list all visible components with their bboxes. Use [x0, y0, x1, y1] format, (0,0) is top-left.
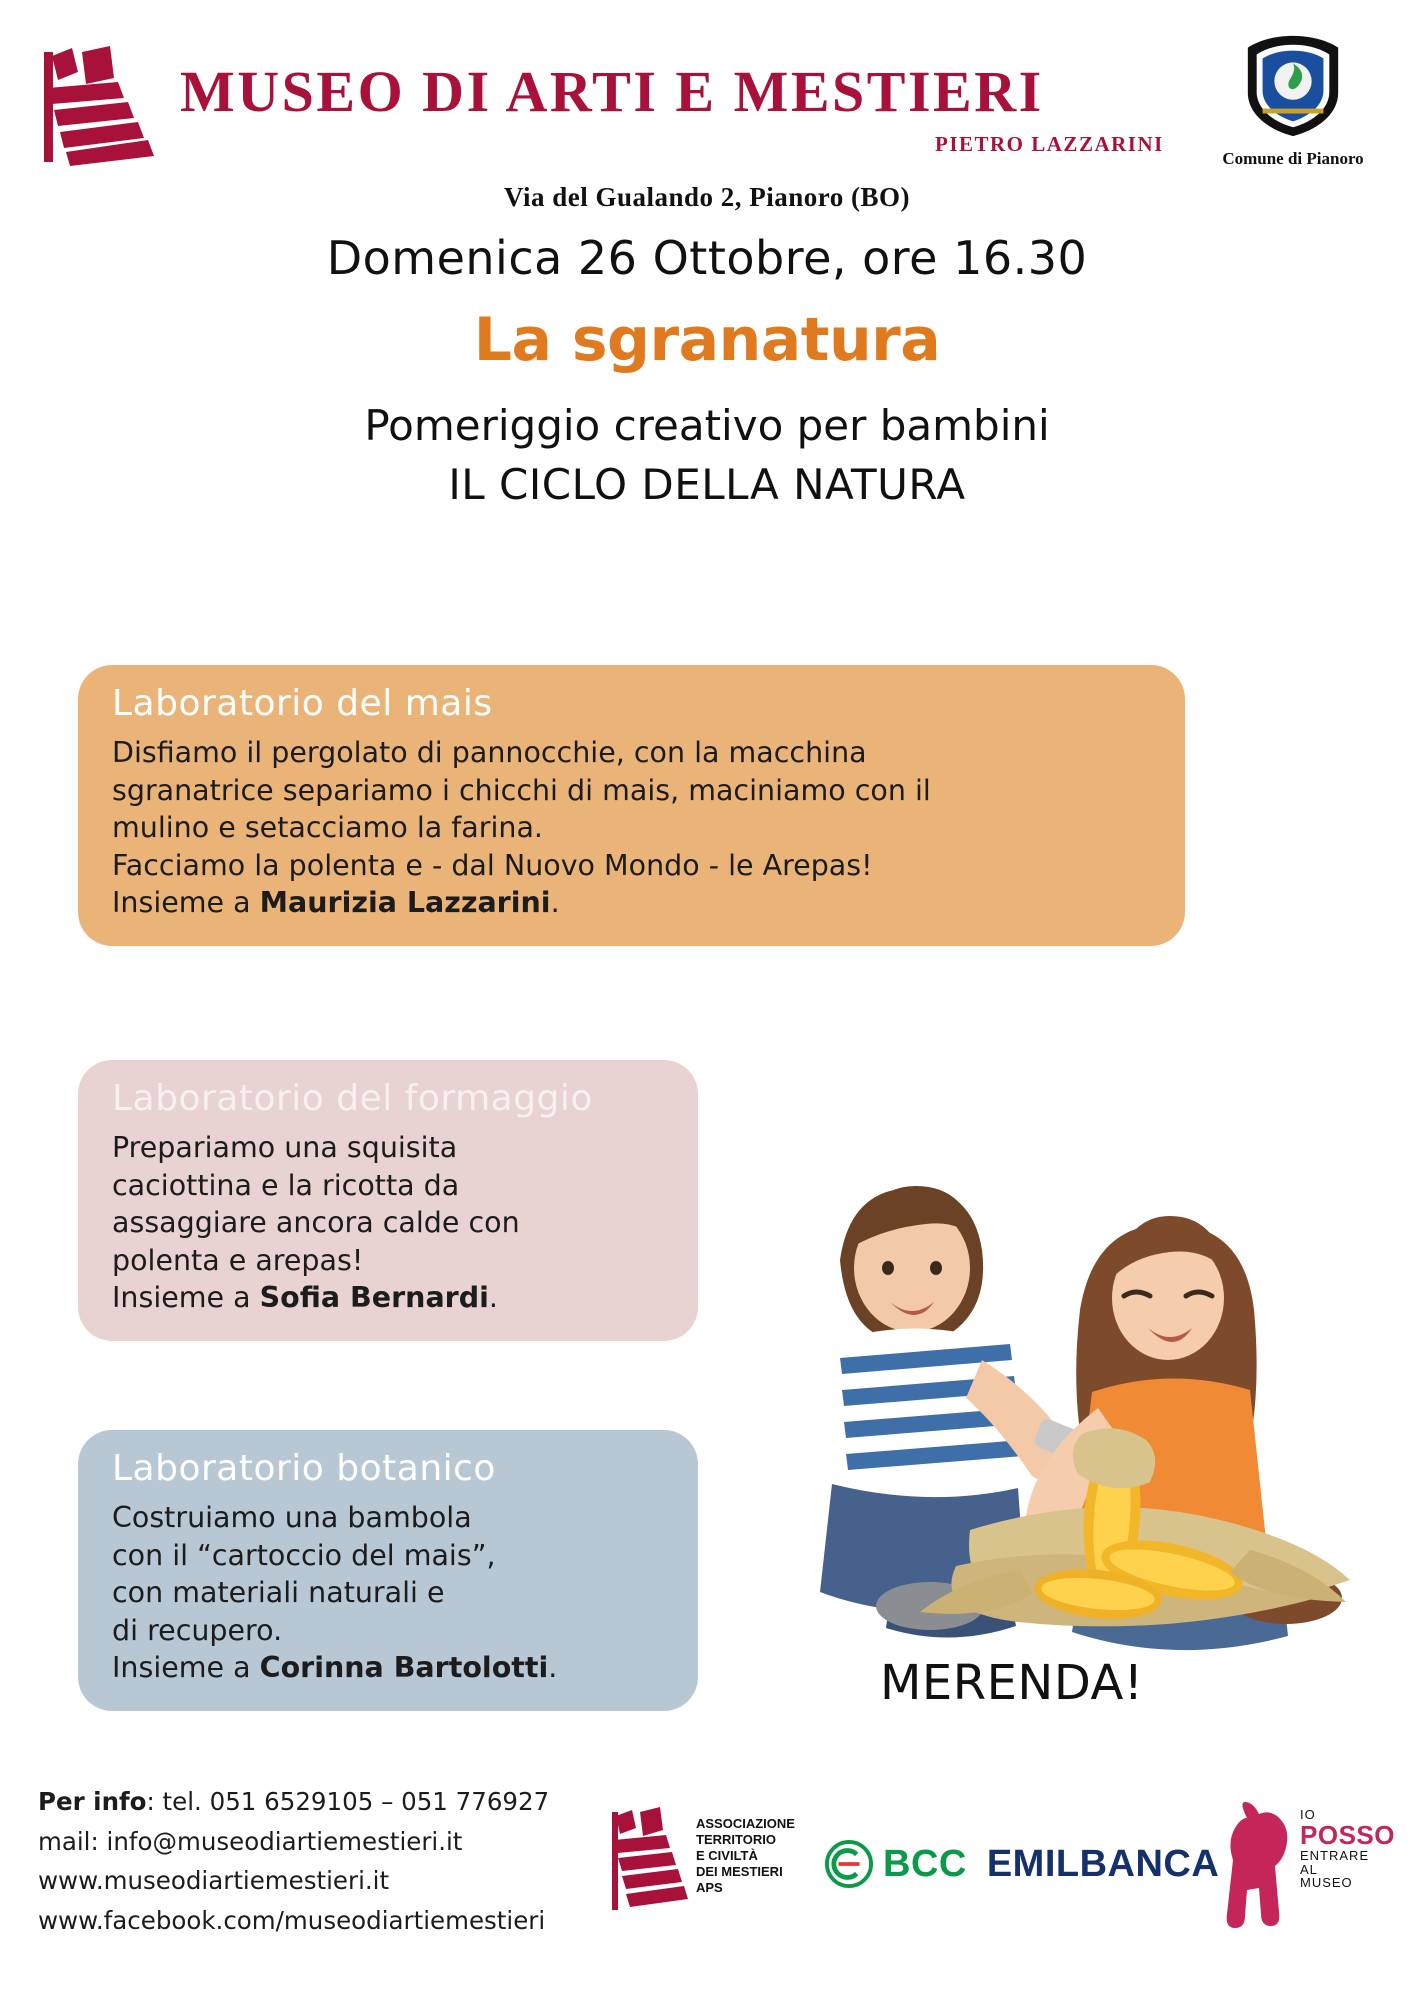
comune-block [1208, 32, 1378, 169]
workshop-line: Costruiamo una bambola [112, 1501, 472, 1534]
children-husking-corn-illustration [720, 1010, 1380, 1630]
workshop-heading: Laboratorio botanico [112, 1448, 496, 1489]
workshop-leader-name: Corinna Bartolotti [259, 1651, 549, 1685]
workshop-leader-line [112, 1279, 668, 1317]
workshop-card-botanico [78, 1430, 698, 1711]
footer-contact-info [38, 1782, 549, 1941]
workshop-leader-prefix: Insieme a [112, 1651, 260, 1685]
dog-icon [1225, 1800, 1295, 1935]
workshop-line: caciottina e la ricotta da [112, 1168, 460, 1202]
emilbanca-label: EMILBANCA [986, 1842, 1220, 1885]
footer-phone-line [38, 1782, 549, 1822]
page-title: La sgranatura [473, 305, 941, 375]
workshop-line: con il “cartoccio del mais”, [112, 1538, 496, 1572]
access-line-entrare: ENTRARE [1300, 1847, 1370, 1863]
footer-facebook[interactable]: www.facebook.com/museodiartiemestieri [38, 1906, 546, 1936]
workshop-line: polenta e arepas! [112, 1243, 364, 1277]
workshop-line: sgranatrice separiamo i chicchi di mais, maciniamo con il [112, 773, 931, 807]
footer-phone: : tel. 051 6529105 – 051 776927 [146, 1787, 550, 1816]
workshop-leader-suffix: . [548, 1651, 558, 1685]
workshop-line: assaggiare ancora calde con [112, 1206, 520, 1240]
workshop-heading: Laboratorio del mais [112, 683, 493, 724]
workshop-leader-line [112, 1649, 668, 1687]
merenda-caption: MERENDA! [880, 1655, 1144, 1711]
municipal-crest-icon [1234, 32, 1352, 140]
museum-title: MUSEO DI ARTI E MESTIERI [180, 59, 1044, 124]
svg-text:ASSOCIAZIONE: ASSOCIAZIONE [696, 1816, 795, 1831]
workshop-leader-prefix: Insieme a [112, 1281, 260, 1315]
workshop-leader-suffix: . [488, 1281, 498, 1315]
workshop-line: di recupero. [112, 1613, 283, 1647]
workshop-body [112, 1129, 668, 1317]
museum-access-text [1300, 1807, 1395, 1891]
svg-text:APS: APS [696, 1880, 723, 1895]
bcc-mark-icon [825, 1840, 873, 1888]
poster-header [0, 0, 1414, 215]
workshop-line: con materiali naturali e [112, 1576, 445, 1610]
workshop-leader-name: Maurizia Lazzarini [259, 886, 551, 920]
event-date: Domenica 26 Ottobre, ore 16.30 [326, 231, 1088, 285]
access-line-museo: MUSEO [1300, 1875, 1353, 1891]
workshop-line: Prepariamo una squisita [112, 1131, 458, 1164]
workshop-line: mulino e setacciamo la farina. [112, 811, 543, 845]
association-logo [610, 1800, 795, 1920]
museum-address: Via del Gualando 2, Pianoro (BO) [503, 182, 911, 212]
museum-access-logo [1225, 1800, 1395, 1935]
bcc-label: BCC [883, 1842, 967, 1885]
workshop-card-formaggio [78, 1060, 698, 1341]
workshop-card-mais [78, 665, 1185, 946]
footer-mail[interactable]: mail: info@museodiartiemestieri.it [38, 1826, 463, 1856]
workshop-leader-prefix: Insieme a [112, 886, 260, 920]
museum-subtitle: PIETRO LAZZARINI [935, 132, 1164, 156]
event-subtitle-secondary: IL CICLO DELLA NATURA [448, 460, 966, 509]
svg-text:DEI MESTIERI: DEI MESTIERI [696, 1864, 783, 1879]
comune-label: Comune di Pianoro [1222, 149, 1364, 168]
workshop-leader-suffix: . [550, 886, 560, 920]
access-line-al: AL [1300, 1861, 1318, 1877]
footer-website[interactable]: www.museodiartiemestieri.it [38, 1866, 390, 1896]
bank-sponsor-logo [825, 1840, 1219, 1888]
workshop-body [112, 734, 1155, 922]
workshop-body [112, 1499, 668, 1687]
museum-logo-icon [38, 38, 168, 168]
workshop-heading: Laboratorio del formaggio [112, 1078, 593, 1119]
workshop-line: Disfiamo il pergolato di pannocchie, con la macchina [112, 736, 867, 769]
workshop-leader-name: Sofia Bernardi [259, 1281, 489, 1315]
access-line-io: IO [1300, 1807, 1316, 1822]
svg-text:E CIVILTÀ: E CIVILTÀ [696, 1848, 758, 1863]
workshop-leader-line [112, 884, 1155, 922]
access-line-posso: POSSO [1300, 1819, 1395, 1850]
footer-info-label: Per info [38, 1787, 147, 1816]
event-subtitle-primary: Pomeriggio creativo per bambini [364, 401, 1050, 450]
svg-text:TERRITORIO: TERRITORIO [696, 1832, 776, 1847]
workshop-line: Facciamo la polenta e - dal Nuovo Mondo - le Arepas! [112, 848, 873, 882]
